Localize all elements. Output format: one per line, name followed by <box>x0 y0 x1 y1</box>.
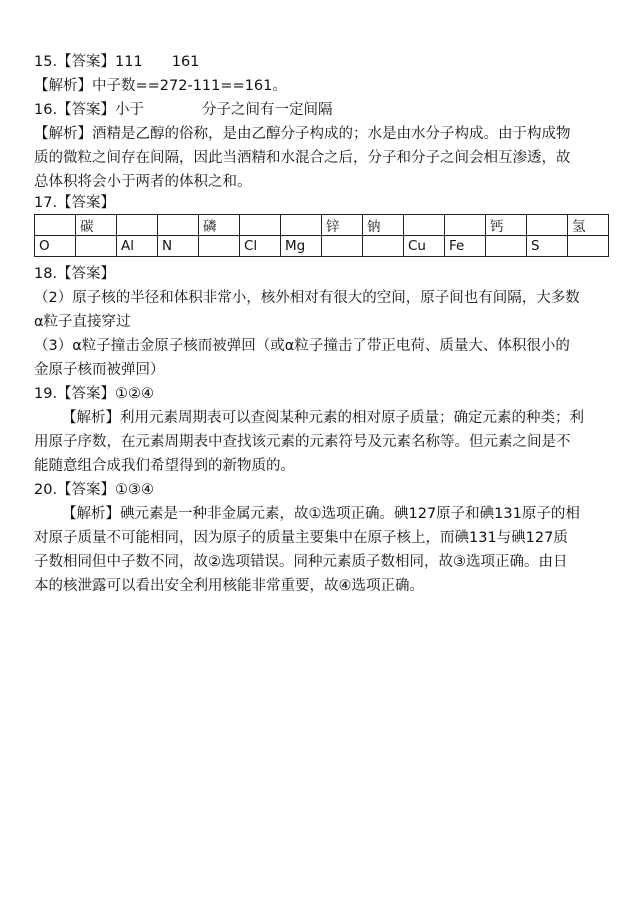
table-cell <box>281 215 322 236</box>
table-cell <box>117 215 158 236</box>
table-cell: Fe <box>445 236 486 257</box>
table-cell <box>35 215 76 236</box>
table-cell <box>404 215 445 236</box>
q19-analysis-line: 用原子序数，在元素周期表中查找该元素的元素符号及元素名称等。但元素之间是不 <box>34 434 571 450</box>
table-cell: 锌 <box>322 215 363 236</box>
q20-analysis-line: 子数相同但中子数不同，故②选项错误。同种元素质子数相同，故③选项正确。由日 <box>34 554 568 570</box>
q16-analysis-line: 总体积将会小于两者的体积之和。 <box>34 174 252 190</box>
table-cell: 氢 <box>568 215 609 236</box>
table-cell: Cu <box>404 236 445 257</box>
q18-line: （2）原子核的半径和体积非常小，核外相对有很大的空间，原子间也有间隔，大多数 <box>34 290 580 306</box>
q15-analysis: 【解析】中子数==272-111==161。 <box>34 78 287 94</box>
table-cell <box>76 236 117 257</box>
table-cell <box>527 215 568 236</box>
table-cell <box>199 236 240 257</box>
q19-analysis-line: 【解析】利用元素周期表可以查阅某种元素的相对原子质量；确定元素的种类；利 <box>62 410 584 426</box>
table-cell <box>363 236 404 257</box>
q20-analysis-line: 对原子质量不可能相同，因为原子的质量主要集中在原子核上，而碘131与碘127质 <box>34 530 568 546</box>
table-cell: Mg <box>281 236 322 257</box>
table-cell: 钠 <box>363 215 404 236</box>
table-cell <box>445 215 486 236</box>
q16-answer: 16.【答案】小于 分子之间有一定间隔 <box>34 102 333 118</box>
table-cell: O <box>35 236 76 257</box>
table-cell <box>322 236 363 257</box>
table-cell: N <box>158 236 199 257</box>
table-cell: Al <box>117 236 158 257</box>
table-cell: 碳 <box>76 215 117 236</box>
table-cell <box>158 215 199 236</box>
q19-answer: 19.【答案】①②④ <box>34 386 155 402</box>
q18-answer: 18.【答案】 <box>34 266 116 282</box>
q17-answer: 17.【答案】 <box>34 195 116 211</box>
element-table-row <box>35 236 609 257</box>
element-table <box>34 214 609 257</box>
q20-analysis-line: 【解析】碘元素是一种非金属元素，故①选项正确。碘127原子和碘131原子的相 <box>62 506 580 522</box>
q16-analysis-line: 质的微粒之间存在间隔，因此当酒精和水混合之后，分子和分子之间会相互渗透，故 <box>34 150 571 166</box>
table-cell <box>240 215 281 236</box>
table-cell: Cl <box>240 236 281 257</box>
q20-analysis-line: 本的核泄露可以看出安全利用核能非常重要，故④选项正确。 <box>34 578 424 594</box>
table-cell <box>568 236 609 257</box>
q18-line: α粒子直接穿过 <box>34 314 131 330</box>
element-table-row <box>35 215 609 236</box>
q18-line: （3）α粒子撞击金原子核而被弹回（或α粒子撞击了带正电荷、质量大、体积很小的 <box>34 338 570 354</box>
q19-analysis-line: 能随意组合成我们希望得到的新物质的。 <box>34 458 295 474</box>
q16-analysis-line: 【解析】酒精是乙醇的俗称，是由乙醇分子构成的；水是由水分子构成。由于构成物 <box>34 126 571 142</box>
table-cell: 钙 <box>486 215 527 236</box>
q20-answer: 20.【答案】①③④ <box>34 482 155 498</box>
table-cell: 磷 <box>199 215 240 236</box>
table-cell <box>486 236 527 257</box>
q18-line: 金原子核而被弹回） <box>34 362 165 378</box>
q15-answer: 15.【答案】111 161 <box>34 54 200 70</box>
table-cell: S <box>527 236 568 257</box>
